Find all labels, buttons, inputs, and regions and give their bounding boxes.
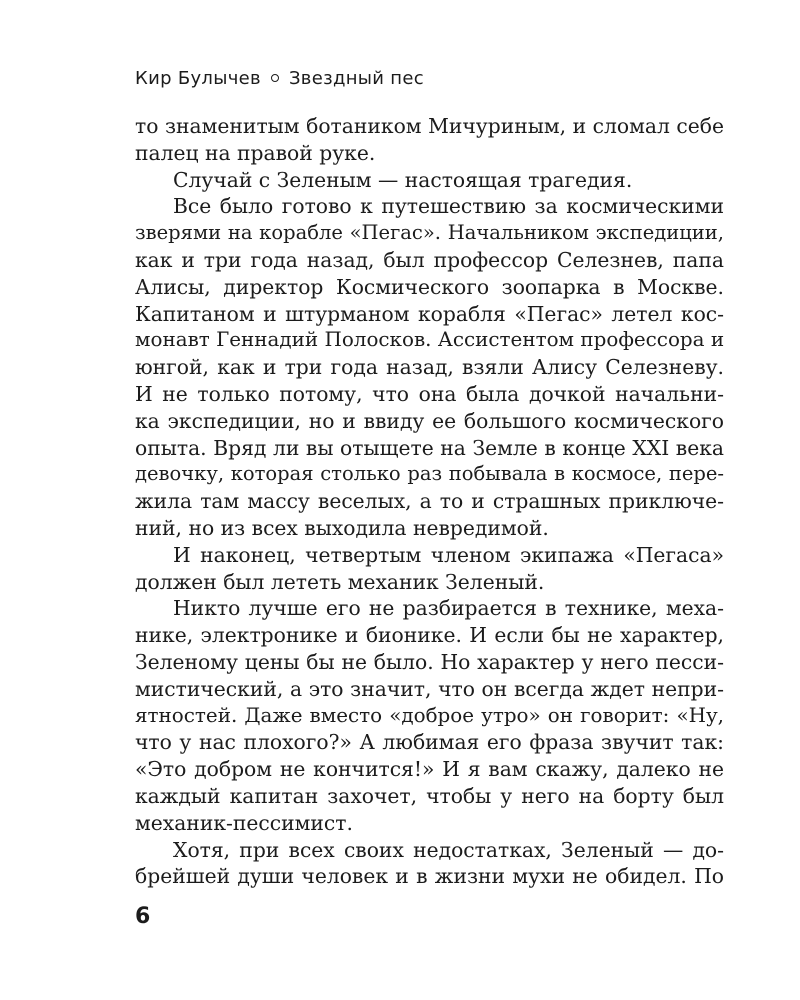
text-line: жила там массу веселых, а то и страшных приключе- (135, 489, 724, 514)
text-line: ятностей. Даже вместо «доброе утро» он говорит: «Ну, (135, 703, 724, 727)
text-line: нике, электронике и бионике. И если бы не характер, (135, 623, 724, 648)
header-separator-circle-icon (271, 74, 279, 82)
text-line: Все было готово к путешествию за космическими (173, 194, 724, 219)
text-line: должен был лететь механик Зеленый. (135, 569, 545, 594)
text-line: каждый капитан захочет, чтобы у него на борту был (135, 783, 724, 808)
text-line: девочку, которая столько раз побывала в космосе, пере- (135, 462, 724, 486)
text-line: как и три года назад, был профессор Селезнев, папа (135, 247, 724, 272)
text-line: то знаменитым ботаником Мичуриным, и сломал себе (135, 114, 724, 138)
text-line: Хотя, при всех своих недостатках, Зеленый — до- (173, 837, 724, 862)
text-line: ний, но из всех выходила невредимой. (135, 515, 549, 540)
text-line: Случай с Зеленым — настоящая трагедия. (173, 167, 633, 192)
text-line: зверями на корабле «Пегас». Начальником экспедиции, (135, 221, 724, 245)
text-line: что у нас плохого?» А любимая его фраза звучит так: (135, 730, 724, 755)
text-line: механик-пессимист. (135, 810, 353, 835)
text-line: брейшей души человек и в жизни мухи не обидел. По (135, 864, 724, 889)
text-line: «Это добром не кончится!» И я вам скажу, далеко не (135, 757, 724, 782)
text-line: Алисы, директор Космического зоопарка в Москве. (135, 274, 724, 299)
text-line: опыта. Вряд ли вы отыщете на Земле в конце XXI века (135, 435, 724, 460)
text-line: ка экспедиции, но и ввиду ее большого космического (135, 408, 724, 433)
header-author: Кир Булычев (135, 68, 261, 89)
text-line: мистический, а это значит, что он всегда ждет непри- (135, 676, 724, 701)
page-body-text (135, 113, 724, 890)
running-header (135, 68, 424, 89)
text-line: Зеленому цены бы не было. Но характер у него песси- (135, 649, 724, 674)
text-line: И не только потому, что она была дочкой начальни- (135, 381, 724, 406)
text-line: Никто лучше его не разбирается в технике, меха- (173, 596, 724, 621)
text-line: монавт Геннадий Полосков. Ассистентом профессора и (135, 328, 725, 352)
header-book-title: Звездный пес (288, 68, 424, 89)
text-line: И наконец, четвертым членом экипажа «Пегаса» (173, 542, 724, 567)
page-number: 6 (135, 904, 151, 929)
text-line: Капитаном и штурманом корабля «Пегас» летел кос- (135, 301, 724, 326)
text-line: юнгой, как и три года назад, взяли Алису Селезневу. (135, 355, 724, 380)
text-line: палец на правой руке. (135, 140, 376, 165)
